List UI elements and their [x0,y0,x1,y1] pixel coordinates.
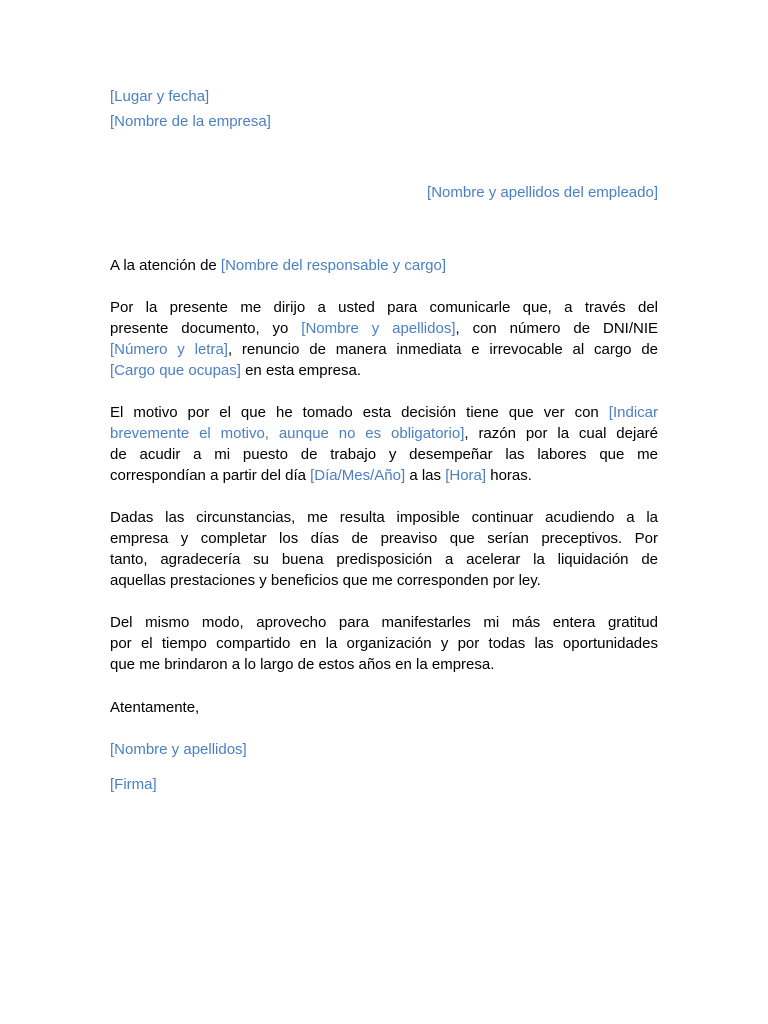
p4-line-1: Del mismo modo, aprovecho para manifestarles mi más entera gratitud [110,614,658,631]
p2-text-h: a las [405,467,446,484]
p1-line-4 [110,360,658,381]
closing: Atentamente, [110,699,200,716]
p2-line-1 [110,402,658,423]
p4-line-3: que me brindaron a lo largo de estos años en la empresa. [110,656,495,673]
p2-text-d: , razón por la cual dejaré [464,425,658,442]
p2-text-a: El motivo por el que he tomado esta decisión tiene que ver con [110,404,609,421]
position-placeholder: [Cargo que ocupas] [110,362,241,379]
p2-line-3: de acudir a mi puesto de trabajo y desempeñar las labores que me [110,446,658,463]
employee-name: [Nombre y apellidos del empleado] [427,184,658,201]
p1-line-2 [110,318,658,339]
reason-placeholder-end: brevemente el motivo, aunque no es obligatorio] [110,425,465,442]
signature-placeholder: [Firma] [110,776,157,793]
time-placeholder: [Hora] [445,467,487,484]
date-placeholder: [Día/Mes/Año] [310,467,406,484]
p2-line-2 [110,423,658,444]
company-name: [Nombre de la empresa] [110,113,271,130]
p1-text-h: en esta empresa. [240,362,361,379]
p3-line-4: aquellas prestaciones y beneficios que me corresponden por ley. [110,572,541,589]
place-date: [Lugar y fecha] [110,88,210,105]
p2-line-4 [110,465,658,486]
p3-line-1: Dadas las circunstancias, me resulta imposible continuar acudiendo a la [110,509,658,526]
attention-line [110,255,446,276]
p3-line-2: empresa y completar los días de preaviso que serían preceptivos. Por [110,530,658,547]
p4-line-2: por el tiempo compartido en la organización y por todas las oportunidades [110,635,658,652]
signature-name: [Nombre y apellidos] [110,741,247,758]
p2-text-f: correspondían a partir del día [110,467,311,484]
id-number-placeholder: [Número y letra] [110,341,228,358]
reason-placeholder-start: [Indicar [608,404,658,421]
paragraph-2 [110,402,658,486]
p1-text-f: , renuncio de manera inmediata e irrevocable al cargo de [227,341,659,358]
p2-text-j: horas. [486,467,532,484]
paragraph-4 [110,612,658,675]
p1-text-b: presente documento, yo [110,320,302,337]
recipient-placeholder: [Nombre del responsable y cargo] [220,257,447,274]
attention-prefix: A la atención de [110,257,221,274]
paragraph-3 [110,507,658,591]
p1-text-d: , con número de DNI/NIE [455,320,658,337]
p3-line-3: tanto, agradecería su buena predisposición a acelerar la liquidación de [110,551,658,568]
p1-line-3 [110,339,658,360]
paragraph-1 [110,297,658,381]
name-placeholder: [Nombre y apellidos] [301,320,456,337]
p1-line-1: Por la presente me dirijo a usted para comunicarle que, a través del [110,299,658,316]
